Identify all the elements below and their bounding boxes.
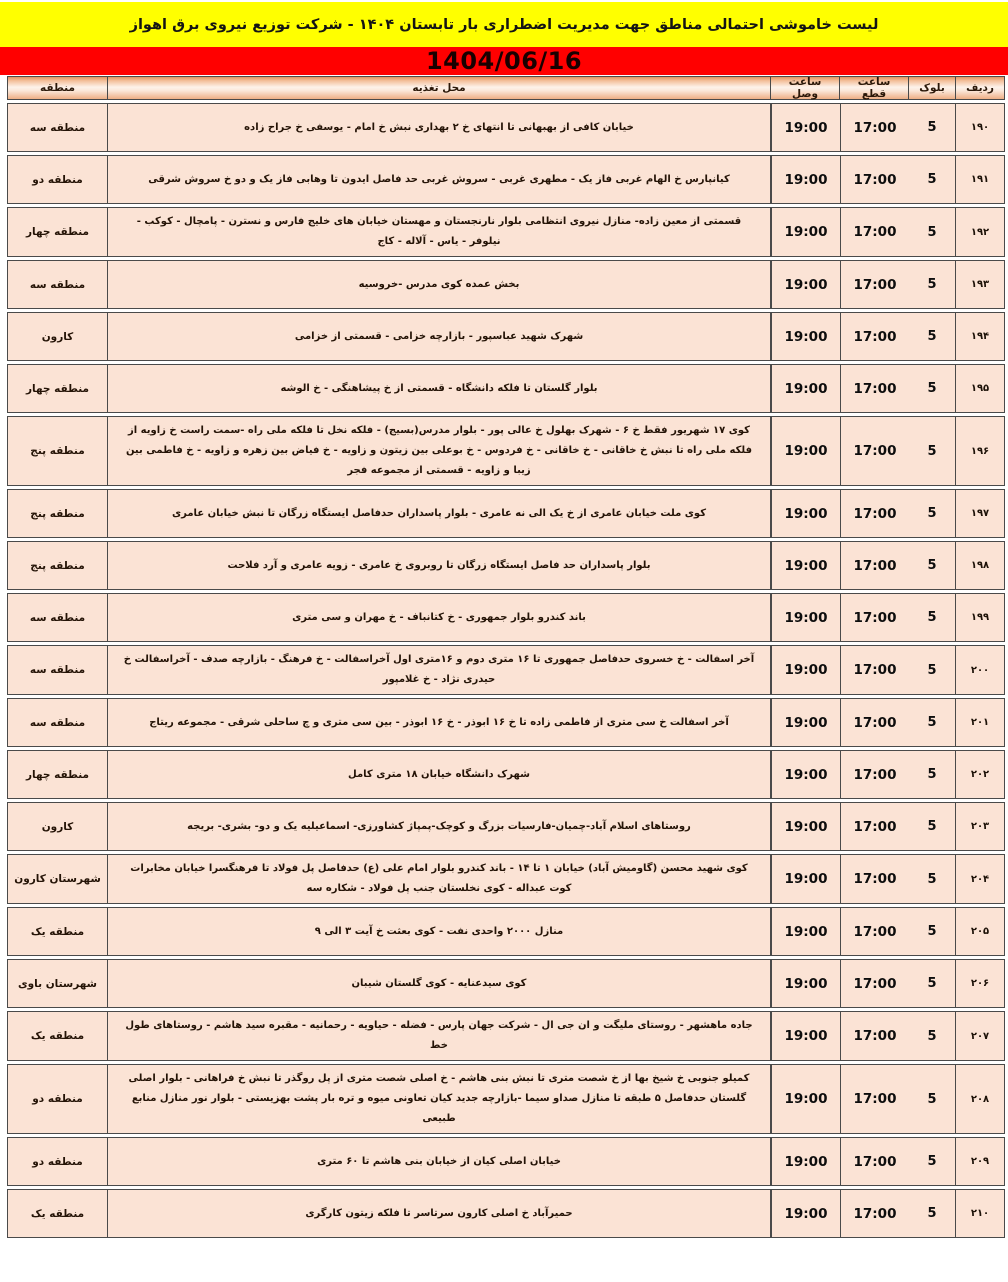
location-cell: شهرک دانشگاه خیابان ۱۸ متری کامل xyxy=(108,751,771,798)
cut-time-cell: 17:00 xyxy=(840,365,909,412)
cut-time-cell: 17:00 xyxy=(840,699,909,746)
cut-time-cell: 17:00 xyxy=(840,261,909,308)
block-cell: 5 xyxy=(909,803,956,850)
header-feeding-location: محل تغذیه xyxy=(108,77,771,99)
block-cell: 5 xyxy=(909,1065,956,1133)
table-row xyxy=(7,593,1005,642)
table-row xyxy=(7,1189,1005,1238)
date-banner xyxy=(0,47,1008,75)
cut-time-cell: 17:00 xyxy=(840,908,909,955)
cut-time-cell: 17:00 xyxy=(840,1138,909,1185)
reconnect-time-cell: 19:00 xyxy=(771,1065,840,1133)
page-title: لیست خاموشی احتمالی مناطق جهت مدیریت اضطراری بار تابستان ۱۴۰۴ - شرکت توزیع نیروی برق اهواز xyxy=(129,16,879,33)
row-number-cell: ۲۰۳ xyxy=(970,821,990,832)
cut-time-cell: 17:00 xyxy=(840,960,909,1007)
region-cell: منطقه چهار xyxy=(8,751,108,798)
location-cell: جاده ماهشهر - روستای ملیگت و ان جی ال - شرکت جهان پارس - فضله - حیاویه - رحمانیه - مقبره سید هاشم - روستاهای طول خط xyxy=(108,1012,771,1060)
outage-table xyxy=(0,75,1008,1242)
cut-time-cell: 17:00 xyxy=(840,490,909,537)
cut-time-cell: 17:00 xyxy=(840,313,909,360)
cut-time-cell: 17:00 xyxy=(840,646,909,694)
row-number-cell: ۱۹۴ xyxy=(970,331,990,342)
reconnect-time-cell: 19:00 xyxy=(771,594,840,641)
title-banner xyxy=(0,2,1008,47)
region-cell: منطقه دو xyxy=(8,1065,108,1133)
block-cell: 5 xyxy=(909,751,956,798)
table-row xyxy=(7,1137,1005,1186)
row-number-cell: ۱۹۰ xyxy=(970,122,990,133)
reconnect-time-cell: 19:00 xyxy=(771,855,840,903)
block-cell: 5 xyxy=(909,313,956,360)
table-row xyxy=(7,959,1005,1008)
block-cell: 5 xyxy=(909,908,956,955)
block-cell: 5 xyxy=(909,156,956,203)
row-number-cell: ۲۱۰ xyxy=(970,1208,990,1219)
table-row xyxy=(7,802,1005,851)
cut-time-cell: 17:00 xyxy=(840,156,909,203)
cut-time-cell: 17:00 xyxy=(840,1065,909,1133)
region-cell: کارون xyxy=(8,313,108,360)
table-row xyxy=(7,103,1005,152)
region-cell: منطقه چهار xyxy=(8,208,108,256)
table-body xyxy=(7,103,1005,1238)
block-cell: 5 xyxy=(909,1138,956,1185)
block-cell: 5 xyxy=(909,261,956,308)
location-cell: کوی ۱۷ شهریور فقط خ ۶ - شهرک بهلول خ عالی پور - بلوار مدرس(بسیج) - فلکه نخل تا فلکه ملی راه -سمت راست خ زاویه از فلکه ملی راه تا نبش خ خاقانی - خ خاقانی - خ فردوس - خ بوعلی بین زیتون و زاویه - خ فیاض بین زهره و زاویه - خ فاطمی بین زیبا و زاویه - قسمتی از مجموعه فجر xyxy=(108,417,771,485)
cut-time-cell: 17:00 xyxy=(840,104,909,151)
block-cell: 5 xyxy=(909,490,956,537)
cut-time-cell: 17:00 xyxy=(840,1012,909,1060)
cut-time-cell: 17:00 xyxy=(840,803,909,850)
location-cell: کوی ملت خیابان عامری از خ یک الی نه عامری - بلوار پاسداران حدفاصل ایستگاه زرگان تا نبش خیابان عامری xyxy=(108,490,771,537)
cut-time-cell: 17:00 xyxy=(840,1190,909,1237)
reconnect-time-cell: 19:00 xyxy=(771,803,840,850)
region-cell: منطقه سه xyxy=(8,646,108,694)
location-cell: حمیرآباد خ اصلی کارون سرتاسر تا فلکه زیتون کارگری xyxy=(108,1190,771,1237)
block-cell: 5 xyxy=(909,960,956,1007)
block-cell: 5 xyxy=(909,542,956,589)
row-number-cell: ۱۹۲ xyxy=(970,226,990,238)
cut-time-cell: 17:00 xyxy=(840,594,909,641)
region-cell: منطقه یک xyxy=(8,1190,108,1237)
location-cell: روستاهای اسلام آباد-چمیان-فارسیات بزرگ و کوچک-پمپاژ کشاورزی- اسماعیلیه یک و دو- بشری- بریجه xyxy=(108,803,771,850)
reconnect-time-cell: 19:00 xyxy=(771,104,840,151)
row-number-cell: ۲۰۷ xyxy=(970,1030,990,1042)
region-cell: منطقه یک xyxy=(8,908,108,955)
block-cell: 5 xyxy=(909,104,956,151)
location-cell: منازل ۲۰۰۰ واحدی نفت - کوی بعثت خ آیت ۳ الی ۹ xyxy=(108,908,771,955)
location-cell: شهرک شهید عباسپور - بازارچه خزامی - قسمتی از خزامی xyxy=(108,313,771,360)
block-cell: 5 xyxy=(909,365,956,412)
reconnect-time-cell: 19:00 xyxy=(771,156,840,203)
block-cell: 5 xyxy=(909,208,956,256)
row-number-cell: ۱۹۹ xyxy=(970,612,990,623)
row-number-cell: ۱۹۸ xyxy=(970,560,990,571)
table-row xyxy=(7,645,1005,695)
region-cell: منطقه یک xyxy=(8,1012,108,1060)
region-cell: منطقه پنج xyxy=(8,542,108,589)
block-cell: 5 xyxy=(909,594,956,641)
reconnect-time-cell: 19:00 xyxy=(771,646,840,694)
table-row xyxy=(7,1011,1005,1061)
block-cell: 5 xyxy=(909,417,956,485)
row-number-cell: ۲۰۱ xyxy=(970,717,990,728)
location-cell: بلوار گلستان تا فلکه دانشگاه - قسمتی از خ پیشاهنگی - خ الوشه xyxy=(108,365,771,412)
table-row xyxy=(7,907,1005,956)
reconnect-time-cell: 19:00 xyxy=(771,313,840,360)
location-cell: کیانپارس خ الهام غربی فاز یک - مطهری غربی - سروش غربی حد فاصل ایدون تا وهابی فاز یک و دو خ سروش شرقی xyxy=(108,156,771,203)
table-row xyxy=(7,698,1005,747)
table-row xyxy=(7,312,1005,361)
reconnect-time-cell: 19:00 xyxy=(771,417,840,485)
outage-list-page xyxy=(0,2,1008,1242)
cut-time-cell: 17:00 xyxy=(840,542,909,589)
region-cell: منطقه سه xyxy=(8,104,108,151)
location-cell: قسمتی از معین زاده- منازل نیروی انتظامی بلوار نارنجستان و مهستان خیابان های خلیج فارس و نسترن - پامچال - کوکب - نیلوفر - یاس - آلاله - کاج xyxy=(108,208,771,256)
region-cell: منطقه دو xyxy=(8,156,108,203)
location-cell: آخر اسفالت خ سی متری از فاطمی زاده تا خ ۱۶ ابوذر - خ ۱۶ ابوذر - بین سی متری و چ ساحلی شرقی - مجموعه ریتاج xyxy=(108,699,771,746)
table-row xyxy=(7,207,1005,257)
region-cell: کارون xyxy=(8,803,108,850)
row-number-cell: ۲۰۸ xyxy=(970,1093,990,1105)
reconnect-time-cell: 19:00 xyxy=(771,490,840,537)
location-cell: آخر اسفالت - خ خسروی حدفاصل جمهوری تا ۱۶ متری دوم و ۱۶متری اول آخراسفالت - خ فرهنگ - بازارچه صدف - آخراسفالت خ حیدری نژاد - خ غلامپور xyxy=(108,646,771,694)
header-rownum: ردیف xyxy=(966,82,994,94)
row-number-cell: ۱۹۶ xyxy=(970,445,990,457)
table-row xyxy=(7,541,1005,590)
cut-time-cell: 17:00 xyxy=(840,417,909,485)
row-number-cell: ۲۰۶ xyxy=(970,978,990,989)
row-number-cell: ۲۰۰ xyxy=(970,664,990,676)
reconnect-time-cell: 19:00 xyxy=(771,751,840,798)
region-cell: شهرستان باوی xyxy=(8,960,108,1007)
region-cell: شهرستان کارون xyxy=(8,855,108,903)
table-row xyxy=(7,155,1005,204)
location-cell: بخش عمده کوی مدرس -خروسیه xyxy=(108,261,771,308)
header-block: بلوک xyxy=(909,77,956,99)
table-row xyxy=(7,750,1005,799)
table-row xyxy=(7,260,1005,309)
block-cell: 5 xyxy=(909,855,956,903)
block-cell: 5 xyxy=(909,1012,956,1060)
cut-time-cell: 17:00 xyxy=(840,855,909,903)
region-cell: منطقه سه xyxy=(8,594,108,641)
reconnect-time-cell: 19:00 xyxy=(771,208,840,256)
location-cell: باند کندرو بلوار جمهوری - خ کتانباف - خ مهران و سی متری xyxy=(108,594,771,641)
row-number-cell: ۲۰۵ xyxy=(970,926,990,937)
row-number-cell: ۱۹۵ xyxy=(970,383,990,394)
block-cell: 5 xyxy=(909,1190,956,1237)
header-region: منطقه xyxy=(8,77,108,99)
location-cell: کوی سیدعنایه - کوی گلستان شیبان xyxy=(108,960,771,1007)
row-number-cell: ۲۰۹ xyxy=(970,1156,990,1167)
date-value: 1404/06/16 xyxy=(425,47,583,75)
location-cell: بلوار پاسداران حد فاصل ایستگاه زرگان تا روبروی خ عامری - زویه عامری و آرد فلاحت xyxy=(108,542,771,589)
row-number-cell: ۱۹۳ xyxy=(970,279,990,290)
block-cell: 5 xyxy=(909,646,956,694)
block-cell: 5 xyxy=(909,699,956,746)
region-cell: منطقه دو xyxy=(8,1138,108,1185)
cut-time-cell: 17:00 xyxy=(840,208,909,256)
header-reconnect-time: ساعت وصل xyxy=(771,77,840,99)
reconnect-time-cell: 19:00 xyxy=(771,1138,840,1185)
reconnect-time-cell: 19:00 xyxy=(771,960,840,1007)
reconnect-time-cell: 19:00 xyxy=(771,699,840,746)
reconnect-time-cell: 19:00 xyxy=(771,365,840,412)
reconnect-time-cell: 19:00 xyxy=(771,1012,840,1060)
reconnect-time-cell: 19:00 xyxy=(771,908,840,955)
location-cell: کمیلو جنوبی خ شیخ بها از خ شصت متری تا نبش بنی هاشم - خ اصلی شصت متری از پل روگذر تا نبش خ فراهانی - بلوار اصلی گلستان حدفاصل ۵ طبقه تا منازل صداو سیما -بازارچه جدید کیان تعاونی میوه و تره بار پشت بهزیستی - بلوار نور منازل منابع طبیعی xyxy=(108,1065,771,1133)
region-cell: منطقه سه xyxy=(8,261,108,308)
table-header-row xyxy=(7,76,1005,100)
region-cell: منطقه چهار xyxy=(8,365,108,412)
reconnect-time-cell: 19:00 xyxy=(771,261,840,308)
row-number-cell: ۱۹۷ xyxy=(970,508,990,519)
cut-time-cell: 17:00 xyxy=(840,751,909,798)
row-number-cell: ۱۹۱ xyxy=(970,174,990,185)
header-cut-time: ساعت قطع xyxy=(840,77,909,99)
region-cell: منطقه پنج xyxy=(8,417,108,485)
location-cell: خیابان اصلی کیان از خیابان بنی هاشم تا ۶۰ متری xyxy=(108,1138,771,1185)
reconnect-time-cell: 19:00 xyxy=(771,542,840,589)
row-number-cell: ۲۰۴ xyxy=(970,873,990,885)
row-number-cell: ۲۰۲ xyxy=(970,769,990,780)
table-row xyxy=(7,416,1005,486)
location-cell: خیابان کافی از بهبهانی تا انتهای خ ۲ بهداری نبش خ امام - یوسفی خ جراح زاده xyxy=(108,104,771,151)
table-row xyxy=(7,854,1005,904)
reconnect-time-cell: 19:00 xyxy=(771,1190,840,1237)
region-cell: منطقه پنج xyxy=(8,490,108,537)
region-cell: منطقه سه xyxy=(8,699,108,746)
table-row xyxy=(7,489,1005,538)
table-row xyxy=(7,364,1005,413)
location-cell: کوی شهید محسن (گاومیش آباد) خیابان ۱ تا ۱۴ - باند کندرو بلوار امام علی (ع) حدفاصل پل فولاد تا فرهنگسرا خیابان مخابرات کوت عبداله - کوی نخلستان جنب پل فولاد - شکاره سه xyxy=(108,855,771,903)
table-row xyxy=(7,1064,1005,1134)
